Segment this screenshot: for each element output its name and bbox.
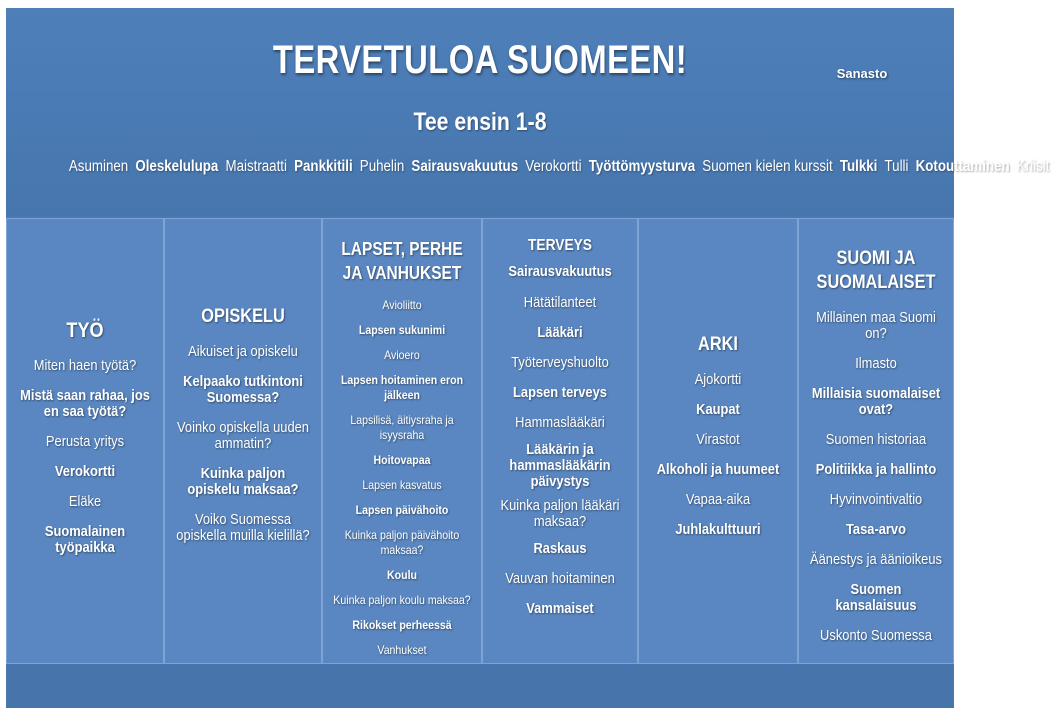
subtitle-link[interactable]: Tee ensin 1-8 [413, 108, 547, 136]
nav-link-tyottomyysturva[interactable]: Työttömyysturva [588, 158, 696, 175]
column-arki [638, 218, 798, 664]
nav-link-maistraatti[interactable]: Maistraatti [225, 158, 287, 175]
column-item[interactable]: Mistä saan rahaa, jos en saa työtä? [20, 387, 150, 420]
column-item[interactable]: Vammaiset [526, 600, 594, 617]
column-lapset-perhe [322, 218, 482, 664]
column-item[interactable]: Kuinka paljon koulu maksaa? [333, 593, 471, 607]
nav-link-asuminen[interactable]: Asuminen [68, 158, 129, 175]
column-item[interactable]: Kelpaako tutkintoni Suomessa? [183, 373, 303, 406]
column-item[interactable]: Perusta yritys [45, 433, 125, 450]
column-item[interactable]: Ajokortti [694, 371, 742, 388]
column-item[interactable]: Juhlakulttuuri [675, 521, 761, 538]
column-item[interactable]: Lapsen hoitaminen eron jälkeen [340, 373, 464, 402]
column-item[interactable]: Ilmasto [855, 355, 897, 372]
column-item[interactable]: Raskaus [533, 540, 587, 557]
column-item[interactable]: Suomalainen työpaikka [44, 523, 126, 556]
column-item[interactable]: Uskonto Suomessa [820, 627, 932, 644]
nav-link-puhelin[interactable]: Puhelin [359, 158, 405, 175]
column-item[interactable]: Vapaa-aika [685, 491, 751, 508]
column-item[interactable]: Kuinka paljon opiskelu maksaa? [187, 465, 299, 498]
column-title-arki[interactable]: ARKI [698, 334, 738, 355]
column-item[interactable]: Lapsen kasvatus [362, 478, 442, 492]
column-title-terveys[interactable]: TERVEYS [528, 237, 592, 254]
column-item[interactable]: Politiikka ja hallinto [815, 461, 937, 478]
column-item[interactable]: Virastot [696, 431, 740, 448]
nav-link-kotouttaminen[interactable]: Kotouttaminen [915, 158, 1010, 175]
nav-link-kielikurssit[interactable]: Suomen kielen kurssit [702, 158, 833, 175]
column-item[interactable]: Lääkäri [537, 324, 583, 341]
column-item[interactable]: Koulu [387, 568, 417, 582]
column-item[interactable]: Kuinka paljon päivähoito maksaa? [344, 528, 460, 557]
nav-link-tulkki[interactable]: Tulkki [839, 158, 878, 175]
column-title-suomi[interactable]: SUOMI JA SUOMALAISET [816, 248, 936, 293]
page-title: TERVETULOA SUOMEEN! [272, 38, 688, 82]
column-item[interactable]: Eläke [68, 493, 102, 510]
nav-link-tulli[interactable]: Tulli [884, 158, 909, 175]
column-item[interactable]: Äänestys ja äänioikeus [810, 551, 942, 568]
column-item[interactable]: Alkoholi ja huumeet [656, 461, 780, 478]
column-item[interactable]: Tasa-arvo [845, 521, 906, 538]
column-item[interactable]: Kuinka paljon lääkäri maksaa? [500, 497, 620, 530]
column-item[interactable]: Lapsilisä, äitiysraha ja isyysraha [350, 413, 454, 442]
sanasto-link[interactable]: Sanasto [836, 66, 888, 81]
footer-band [6, 664, 954, 708]
nav-link-sairausvakuutus[interactable]: Sairausvakuutus [411, 158, 519, 175]
column-item[interactable]: Avioero [384, 348, 420, 362]
column-item[interactable]: Kaupat [696, 401, 740, 418]
column-item[interactable]: Lapsen päivähoito [355, 503, 449, 517]
column-item[interactable]: Suomen historiaa [825, 431, 927, 448]
column-item[interactable]: Työterveyshuolto [511, 354, 609, 371]
column-title-tyo[interactable]: TYÖ [66, 319, 104, 342]
column-item[interactable]: Millaisia suomalaiset ovat? [811, 385, 941, 418]
column-subtitle-sairausvakuutus[interactable]: Sairausvakuutus [508, 263, 612, 280]
column-item[interactable]: Avioliitto [382, 298, 422, 312]
column-terveys [482, 218, 638, 664]
column-item[interactable]: Hammaslääkäri [515, 414, 605, 431]
nav-link-pankkitili[interactable]: Pankkitili [294, 158, 353, 175]
column-item[interactable]: Hätätilanteet [523, 294, 597, 311]
column-item[interactable]: Lapsen terveys [513, 384, 607, 401]
nav-link-kriisit[interactable]: Kriisit [1016, 158, 1050, 175]
column-item[interactable]: Aikuiset ja opiskelu [188, 343, 298, 360]
column-item[interactable]: Millainen maa Suomi on? [816, 309, 936, 342]
column-item[interactable]: Vanhukset [377, 643, 427, 657]
column-tyo [6, 218, 164, 664]
nav-link-oleskelulupa[interactable]: Oleskelulupa [135, 158, 219, 175]
column-item[interactable]: Voinko opiskella uuden ammatin? [177, 419, 309, 452]
column-item[interactable]: Hoitovapaa [373, 453, 431, 467]
column-suomi-ja-suomalaiset [798, 218, 954, 664]
column-item[interactable]: Lapsen sukunimi [358, 323, 446, 337]
column-opiskelu [164, 218, 322, 664]
column-item[interactable]: Rikokset perheessä [352, 618, 452, 632]
column-item[interactable]: Miten haen työtä? [33, 357, 137, 374]
column-item[interactable]: Vauvan hoitaminen [505, 570, 615, 587]
column-item[interactable]: Voiko Suomessa opiskella muilla kielillä? [176, 511, 310, 544]
column-item[interactable]: Verokortti [54, 463, 116, 480]
top-nav [67, 158, 1050, 176]
column-item[interactable]: Suomen kansalaisuus [835, 581, 917, 614]
column-title-opiskelu[interactable]: OPISKELU [201, 306, 285, 327]
nav-link-verokortti[interactable]: Verokortti [525, 158, 582, 175]
column-item[interactable]: Lääkärin ja hammaslääkärin päivystys [509, 441, 611, 490]
column-title-lapset[interactable]: LAPSET, PERHE JA VANHUKSET [341, 239, 463, 283]
column-item[interactable]: Hyvinvointivaltio [829, 491, 923, 508]
